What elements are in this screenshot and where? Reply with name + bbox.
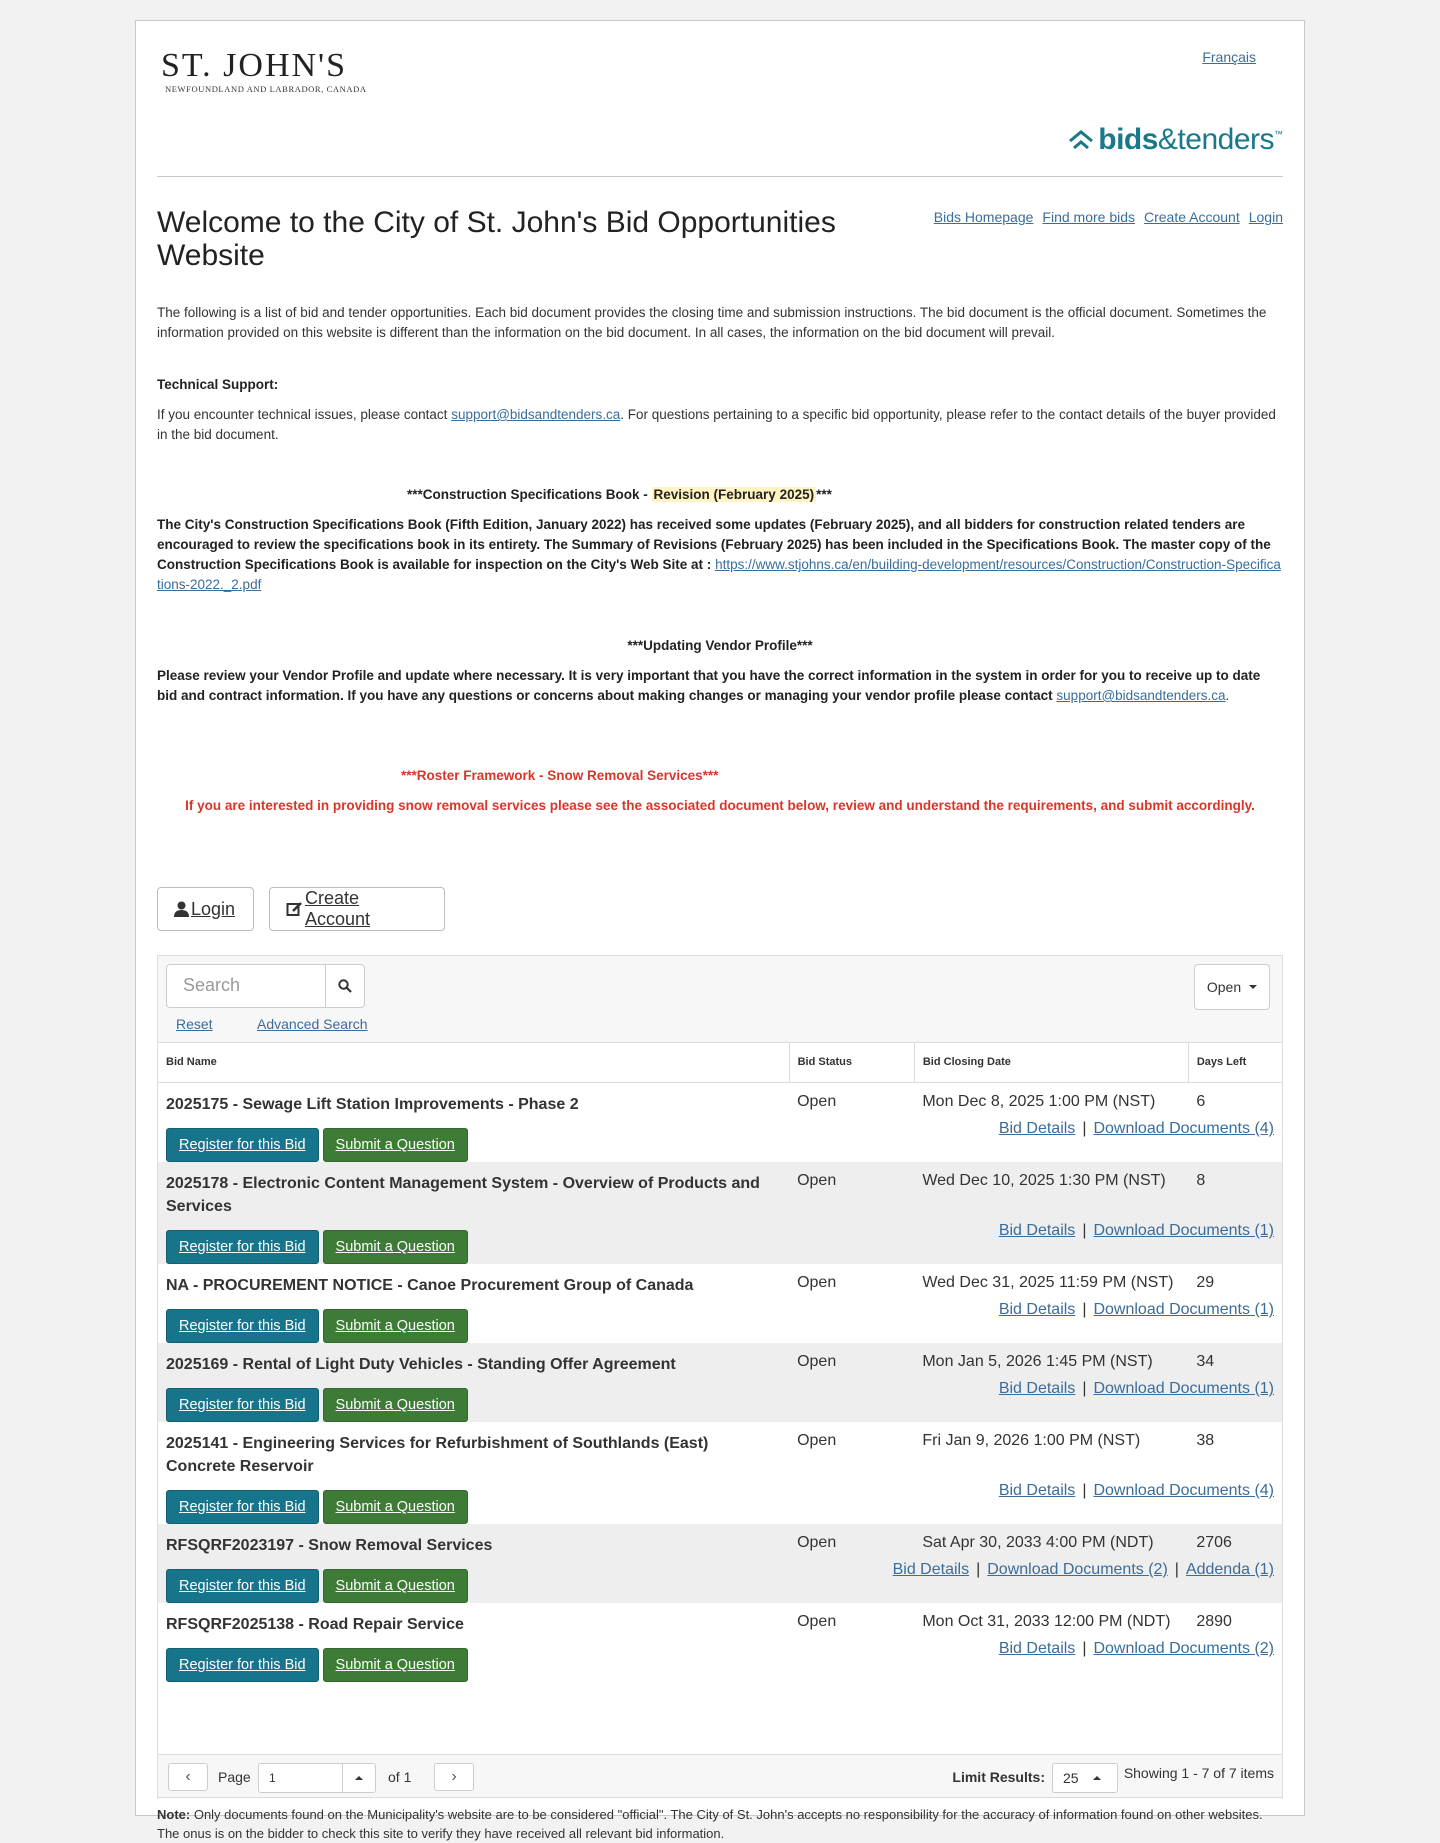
bid-name-cell — [158, 1603, 789, 1636]
table-row — [158, 1603, 1282, 1636]
link-separator: | — [1082, 1222, 1087, 1239]
limit-results-value: 25 — [1063, 1770, 1079, 1786]
register-bid-button[interactable]: Register for this Bid — [166, 1309, 319, 1343]
bid-action-buttons — [158, 1218, 789, 1264]
brand-trademark: ™ — [1274, 129, 1283, 139]
spec-heading-highlight: Revision (February 2025) — [653, 487, 815, 502]
bid-links — [789, 1478, 1282, 1524]
create-account-button[interactable] — [269, 887, 445, 931]
days-left: 29 — [1196, 1274, 1215, 1291]
table-row-actions — [158, 1636, 1282, 1682]
download-documents-link[interactable]: Download Documents (1) — [1093, 1222, 1274, 1239]
table-row — [158, 1524, 1282, 1557]
vendor-body-text: Please review your Vendor Profile and update where necessary. It is very important that you have the correct information in the system in order for you to receive up to date bid and contract information. If you have any questions or concerns about making changes or managing your vendor profile please contact — [157, 668, 1261, 703]
download-documents-link[interactable]: Download Documents (4) — [1093, 1482, 1274, 1499]
header-bid-name[interactable]: Bid Name — [158, 1042, 789, 1083]
intro-text: The following is a list of bid and tender opportunities. Each bid document provides the closing time and submission instructions. The bid document is the official document. Sometimes the information provided on this website is different than the information on the bid document. In all cases, the information on the bid document will prevail. — [157, 305, 1267, 340]
language-link[interactable]: Français — [1202, 49, 1256, 65]
tech-support-text — [157, 405, 1283, 445]
tech-support-heading — [157, 375, 1283, 395]
bid-closing-date: Wed Dec 31, 2025 11:59 PM (NST) — [922, 1274, 1174, 1291]
bid-status: Open — [789, 1162, 914, 1218]
bids-homepage-link[interactable]: Bids Homepage — [933, 209, 1034, 225]
register-bid-button[interactable]: Register for this Bid — [166, 1648, 319, 1682]
bid-action-buttons — [158, 1297, 789, 1343]
edit-icon — [286, 901, 303, 917]
bid-name-cell — [158, 1083, 789, 1117]
login-link[interactable]: Login — [1248, 209, 1283, 225]
register-bid-button[interactable]: Register for this Bid — [166, 1490, 319, 1524]
showing-count: Showing 1 - 7 of 7 items — [1123, 1765, 1274, 1781]
days-left: 34 — [1188, 1343, 1282, 1376]
table-row-actions — [158, 1218, 1282, 1264]
submit-question-button[interactable]: Submit a Question — [323, 1388, 468, 1422]
bid-name[interactable]: 2025175 - Sewage Lift Station Improvements - Phase 2 — [166, 1096, 579, 1113]
bid-details-link[interactable]: Bid Details — [998, 1301, 1076, 1318]
bid-details-link[interactable]: Bid Details — [998, 1640, 1076, 1657]
footer-note — [157, 1805, 1283, 1843]
bid-name[interactable]: RFSQRF2023197 - Snow Removal Services — [166, 1537, 493, 1554]
bid-name[interactable]: 2025169 - Rental of Light Duty Vehicles - Standing Offer Agreement — [166, 1356, 676, 1373]
page-of-label: of 1 — [388, 1769, 412, 1785]
header-divider — [157, 176, 1283, 177]
link-separator: | — [976, 1561, 981, 1578]
days-left: 38 — [1196, 1432, 1215, 1449]
submit-question-button[interactable]: Submit a Question — [323, 1309, 468, 1343]
bid-details-link[interactable]: Bid Details — [998, 1222, 1076, 1239]
chevron-up-icon — [355, 1776, 363, 1780]
bid-closing-date: Fri Jan 9, 2026 1:00 PM (NST) — [922, 1432, 1141, 1449]
bid-closing-date: Wed Dec 10, 2025 1:30 PM (NST) — [914, 1162, 1188, 1218]
bid-details-link[interactable]: Bid Details — [998, 1120, 1076, 1137]
vendor-body — [157, 666, 1283, 706]
download-documents-link[interactable]: Download Documents (2) — [987, 1561, 1168, 1578]
page-container — [135, 20, 1305, 1841]
submit-question-button[interactable]: Submit a Question — [323, 1230, 468, 1264]
days-left: 2706 — [1188, 1524, 1282, 1557]
vendor-support-email-link[interactable]: support@bidsandtenders.ca — [1056, 688, 1226, 703]
days-left: 2890 — [1196, 1613, 1232, 1630]
bid-details-link[interactable]: Bid Details — [998, 1380, 1076, 1397]
bid-status: Open — [789, 1343, 914, 1376]
tech-support-heading-text: Technical Support: — [157, 377, 279, 392]
bid-action-buttons — [158, 1376, 789, 1422]
table-row — [158, 1264, 1282, 1297]
header-bid-closing-date[interactable]: Bid Closing Date — [914, 1042, 1188, 1083]
link-separator: | — [1082, 1482, 1087, 1499]
header-days-left[interactable]: Days Left — [1188, 1042, 1282, 1083]
bid-name[interactable]: NA - PROCUREMENT NOTICE - Canoe Procurement Group of Canada — [166, 1277, 694, 1294]
bid-links — [789, 1218, 1282, 1264]
find-more-bids-link[interactable]: Find more bids — [1042, 209, 1135, 225]
bid-details-link[interactable]: Bid Details — [892, 1561, 970, 1578]
page-spinner[interactable] — [342, 1764, 375, 1792]
download-documents-link[interactable]: Download Documents (1) — [1093, 1301, 1274, 1318]
bid-action-buttons — [158, 1636, 789, 1682]
table-row-actions — [158, 1376, 1282, 1422]
bid-name-cell — [158, 1162, 789, 1218]
page-label: Page — [218, 1769, 251, 1785]
table-row — [158, 1422, 1282, 1478]
tech-support-after: . For questions pertaining to a specific bid opportunity, please refer to the contact details of the buyer provided in the bid document. — [157, 407, 1276, 442]
table-row — [158, 1343, 1282, 1376]
bid-name[interactable]: 2025141 - Engineering Services for Refurbishment of Southlands (East) Concrete Reservoir — [166, 1435, 709, 1475]
spec-body-text: The City's Construction Specifications Book (Fifth Edition, January 2022) has received some updates (February 2025), and all bidders for construction related tenders are encouraged to review the specifications book in its entirety. The Summary of Revisions (February 2025) has been included in the Specifications Book. The master copy of the Construction Specifications Book is available for inspection on the City's Web Site at : — [157, 517, 1271, 572]
bid-status: Open — [797, 1093, 837, 1110]
bids-and-tenders-logo — [1067, 123, 1283, 157]
chevron-up-icon — [1093, 1776, 1101, 1780]
spec-heading — [157, 485, 1283, 505]
register-bid-button[interactable]: Register for this Bid — [166, 1569, 319, 1603]
top-links — [925, 209, 1283, 225]
st-johns-logo — [161, 49, 367, 94]
chevron-right-icon: › — [451, 1768, 457, 1785]
bid-name-cell — [158, 1343, 789, 1376]
page-title: Welcome to the City of St. John's Bid Opportunities Website — [157, 206, 836, 272]
limit-results-select[interactable] — [1052, 1763, 1118, 1793]
bid-name-cell — [158, 1422, 789, 1478]
advanced-search-link[interactable]: Advanced Search — [257, 1016, 368, 1032]
table-row-actions — [158, 1557, 1282, 1603]
bid-search-panel — [157, 955, 1283, 1798]
bid-status: Open — [797, 1432, 837, 1449]
bid-links — [789, 1636, 1282, 1682]
download-documents-link[interactable]: Download Documents (1) — [1093, 1380, 1274, 1397]
snow-body: If you are interested in providing snow removal services please see the associated document below, review and understand the requirements, and submit accordingly. — [185, 798, 1255, 813]
house-chevron-icon — [1067, 128, 1095, 152]
bid-details-link[interactable]: Bid Details — [998, 1482, 1076, 1499]
bid-name[interactable]: 2025178 - Electronic Content Management System - Overview of Products and Services — [166, 1175, 760, 1215]
pagination-bar — [158, 1754, 1282, 1797]
bid-closing-date: Mon Oct 31, 2033 12:00 PM (NDT) — [922, 1613, 1171, 1630]
vendor-body-after: . — [1225, 688, 1230, 703]
bid-closing-date: Mon Dec 8, 2025 1:00 PM (NST) — [922, 1093, 1156, 1110]
logo-text: ST. JOHN'S — [161, 47, 348, 84]
download-documents-link[interactable]: Download Documents (2) — [1093, 1640, 1274, 1657]
bid-status: Open — [797, 1613, 837, 1630]
reset-link[interactable]: Reset — [176, 1016, 213, 1032]
days-left: 6 — [1196, 1093, 1206, 1110]
spec-heading-before: ***Construction Specifications Book - — [407, 487, 652, 502]
bid-name-cell — [158, 1264, 789, 1297]
bid-action-buttons — [158, 1557, 789, 1603]
submit-question-button[interactable]: Submit a Question — [323, 1490, 468, 1524]
bid-links — [789, 1116, 1282, 1162]
link-separator: | — [1082, 1120, 1087, 1137]
addenda-link[interactable]: Addenda (1) — [1185, 1561, 1274, 1578]
chevron-left-icon: ‹ — [185, 1768, 191, 1785]
link-separator: | — [1082, 1301, 1087, 1318]
bid-name-cell — [158, 1524, 789, 1557]
table-row-actions — [158, 1297, 1282, 1343]
table-header-row — [158, 1042, 1282, 1083]
snow-heading: ***Roster Framework - Snow Removal Services*** — [401, 768, 719, 783]
link-separator: | — [1174, 1561, 1179, 1578]
submit-question-button[interactable]: Submit a Question — [323, 1569, 468, 1603]
bids-table — [158, 1042, 1282, 1682]
chevron-down-icon — [1249, 985, 1257, 989]
support-email-link[interactable]: support@bidsandtenders.ca — [451, 407, 621, 422]
page-number-value: 1 — [269, 1771, 276, 1785]
register-bid-button[interactable]: Register for this Bid — [166, 1388, 319, 1422]
prev-page-button[interactable] — [168, 1763, 208, 1791]
bid-status: Open — [797, 1274, 837, 1291]
download-documents-link[interactable]: Download Documents (4) — [1093, 1120, 1274, 1137]
tech-support-before: If you encounter technical issues, please contact — [157, 407, 452, 422]
bid-name[interactable]: RFSQRF2025138 - Road Repair Service — [166, 1616, 464, 1633]
login-button-label: Login — [191, 898, 236, 919]
bid-closing-date: Mon Jan 5, 2026 1:45 PM (NST) — [914, 1343, 1188, 1376]
bid-action-buttons — [158, 1116, 789, 1162]
spec-body — [157, 515, 1283, 595]
search-button[interactable] — [325, 964, 365, 1008]
vendor-heading-text: ***Updating Vendor Profile*** — [627, 638, 813, 653]
table-row — [158, 1162, 1282, 1218]
table-row-actions — [158, 1116, 1282, 1162]
status-filter-value: Open — [1206, 979, 1242, 995]
brand-tenders: &tenders — [1157, 123, 1274, 156]
bid-links — [789, 1297, 1282, 1343]
spec-book-link[interactable]: https://www.stjohns.ca/en/building-development/resources/Construction/Construction-Specifications-2022._2.pdf — [157, 557, 1281, 592]
status-filter-dropdown[interactable] — [1194, 964, 1270, 1010]
register-bid-button[interactable]: Register for this Bid — [166, 1230, 319, 1264]
search-input[interactable]: Search — [166, 964, 326, 1008]
limit-results-label: Limit Results: — [952, 1769, 1045, 1785]
note-text: Only documents found on the Municipality's website are to be considered "official". The City of St. John's accepts no responsibility for the accuracy of information found on other websites. The onus is on the bidder to check this site to verify they have received all relevant bid information. — [157, 1807, 1263, 1841]
page-number-input[interactable] — [258, 1763, 376, 1793]
link-separator: | — [1082, 1640, 1087, 1657]
bids-table-body — [158, 1083, 1282, 1683]
bid-status: Open — [789, 1524, 914, 1557]
search-icon — [338, 979, 352, 993]
bid-links — [789, 1376, 1282, 1422]
table-row-actions — [158, 1478, 1282, 1524]
search-toolbar — [158, 956, 1282, 1043]
bid-links — [789, 1557, 1282, 1603]
next-page-button[interactable] — [434, 1763, 474, 1791]
bid-closing-date: Sat Apr 30, 2033 4:00 PM (NDT) — [914, 1524, 1188, 1557]
bid-action-buttons — [158, 1478, 789, 1524]
vendor-heading — [157, 636, 1283, 656]
register-bid-button[interactable]: Register for this Bid — [166, 1128, 319, 1162]
login-button[interactable] — [157, 887, 254, 931]
submit-question-button[interactable]: Submit a Question — [323, 1648, 468, 1682]
table-row — [158, 1083, 1282, 1117]
note-label: Note: — [157, 1807, 191, 1822]
create-account-button-label: Create Account — [304, 888, 371, 929]
days-left: 8 — [1188, 1162, 1282, 1218]
create-account-link[interactable]: Create Account — [1144, 209, 1240, 225]
submit-question-button[interactable]: Submit a Question — [323, 1128, 468, 1162]
link-separator: | — [1082, 1380, 1087, 1397]
brand-bids: bids — [1098, 123, 1158, 156]
logo-subtext: NEWFOUNDLAND AND LABRADOR, CANADA — [165, 84, 367, 94]
spec-heading-after: *** — [816, 487, 832, 502]
user-icon — [174, 901, 189, 917]
header-bid-status[interactable]: Bid Status — [789, 1042, 914, 1083]
